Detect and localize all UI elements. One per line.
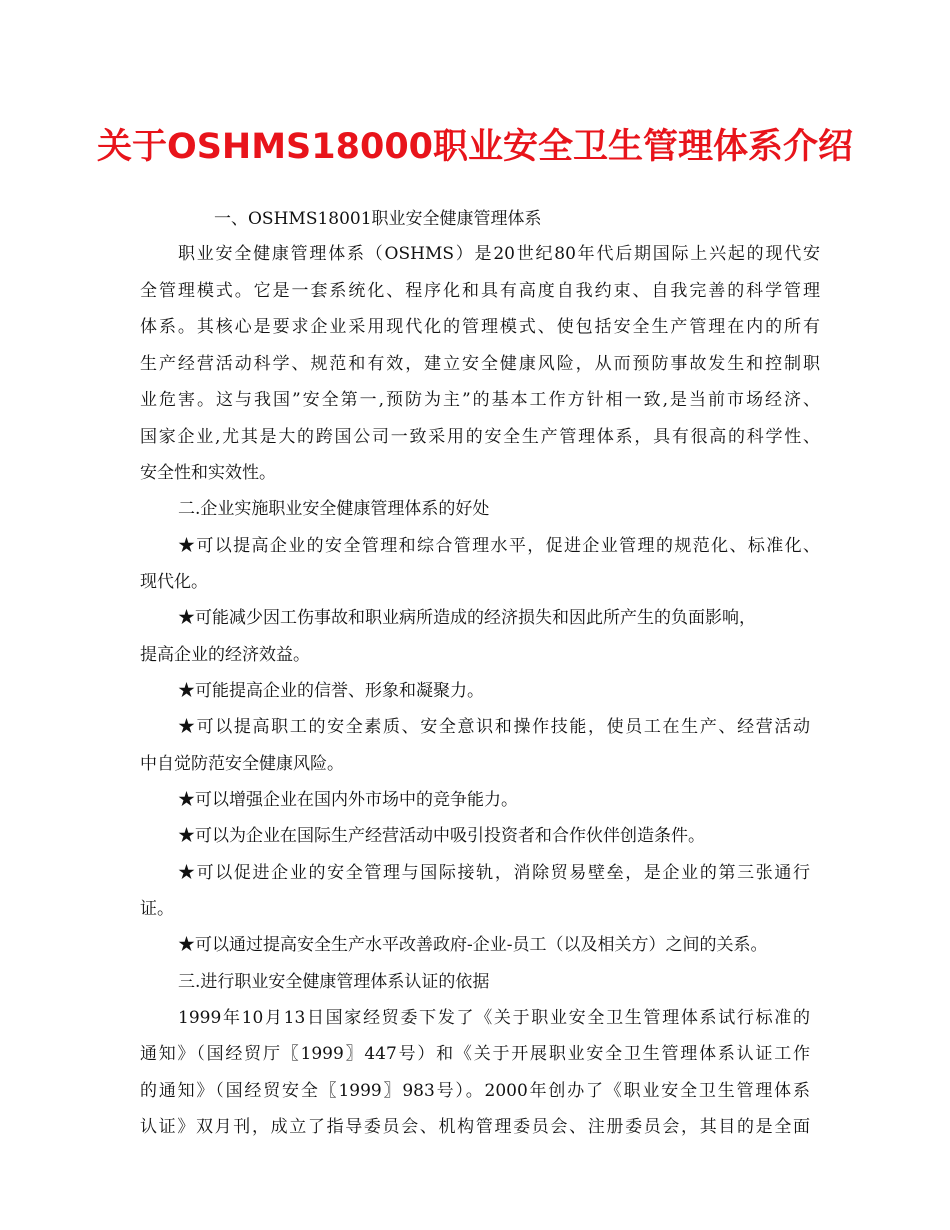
section-heading-2: 二.企业实施职业安全健康管理体系的好处: [178, 499, 490, 519]
section-heading-1: 一、OSHMS18001职业安全健康管理体系: [214, 209, 542, 229]
bullet-line: ★可以提高职工的安全素质、安全意识和操作技能，使员工在生产、经营活动: [178, 717, 810, 737]
bullet-line: ★可以提高企业的安全管理和综合管理水平，促进企业管理的规范化、标准化、: [178, 536, 820, 556]
bullet-line: ★可以促进企业的安全管理与国际接轨，消除贸易壁垒，是企业的第三张通行: [178, 863, 810, 883]
bullet-line: 提高企业的经济效益。: [140, 645, 310, 665]
bullet-line: ★可能提高企业的信誉、形象和凝聚力。: [178, 681, 484, 701]
bullet-line: 证。: [140, 899, 174, 919]
paragraph-line: 国家企业,尤其是大的跨国公司一致采用的安全生产管理体系，具有很高的科学性、: [140, 427, 820, 447]
document-title: 关于OSHMS18000职业安全卫生管理体系介绍: [96, 127, 854, 167]
bullet-line: ★可能减少因工伤事故和职业病所造成的经济损失和因此所产生的负面影响，: [178, 608, 756, 628]
bullet-line: 现代化。: [140, 572, 208, 592]
bullet-line: ★可以通过提高安全生产水平改善政府-企业-员工（以及相关方）之间的关系。: [178, 935, 768, 955]
paragraph-line: 1999年10月13日国家经贸委下发了《关于职业安全卫生管理体系试行标准的: [178, 1008, 810, 1028]
paragraph-line: 的通知》（国经贸安全〖1999〗983号）。2000年创办了《职业安全卫生管理体系: [140, 1081, 810, 1101]
paragraph-line: 业危害。这与我国”安全第一,预防为主”的基本工作方针相一致,是当前市场经济、: [140, 390, 820, 410]
bullet-line: 中自觉防范安全健康风险。: [140, 754, 344, 774]
paragraph-line: 生产经营活动科学、规范和有效，建立安全健康风险，从而预防事故发生和控制职: [140, 354, 820, 374]
bullet-line: ★可以为企业在国际生产经营活动中吸引投资者和合作伙伴创造条件。: [178, 826, 705, 846]
paragraph-line: 认证》双月刊，成立了指导委员会、机构管理委员会、注册委员会，其目的是全面: [140, 1117, 810, 1137]
paragraph-line: 职业安全健康管理体系（OSHMS）是20世纪80年代后期国际上兴起的现代安: [178, 244, 820, 264]
paragraph-line: 通知》（国经贸厅〖1999〗447号）和《关于开展职业安全卫生管理体系认证工作: [140, 1044, 810, 1064]
paragraph-line: 体系。其核心是要求企业采用现代化的管理模式、使包括安全生产管理在内的所有: [140, 317, 820, 337]
section-heading-3: 三.进行职业安全健康管理体系认证的依据: [178, 972, 490, 992]
paragraph-line: 全管理模式。它是一套系统化、程序化和具有高度自我约束、自我完善的科学管理: [140, 281, 820, 301]
bullet-line: ★可以增强企业在国内外市场中的竞争能力。: [178, 790, 518, 810]
paragraph-line: 安全性和实效性。: [140, 463, 276, 483]
